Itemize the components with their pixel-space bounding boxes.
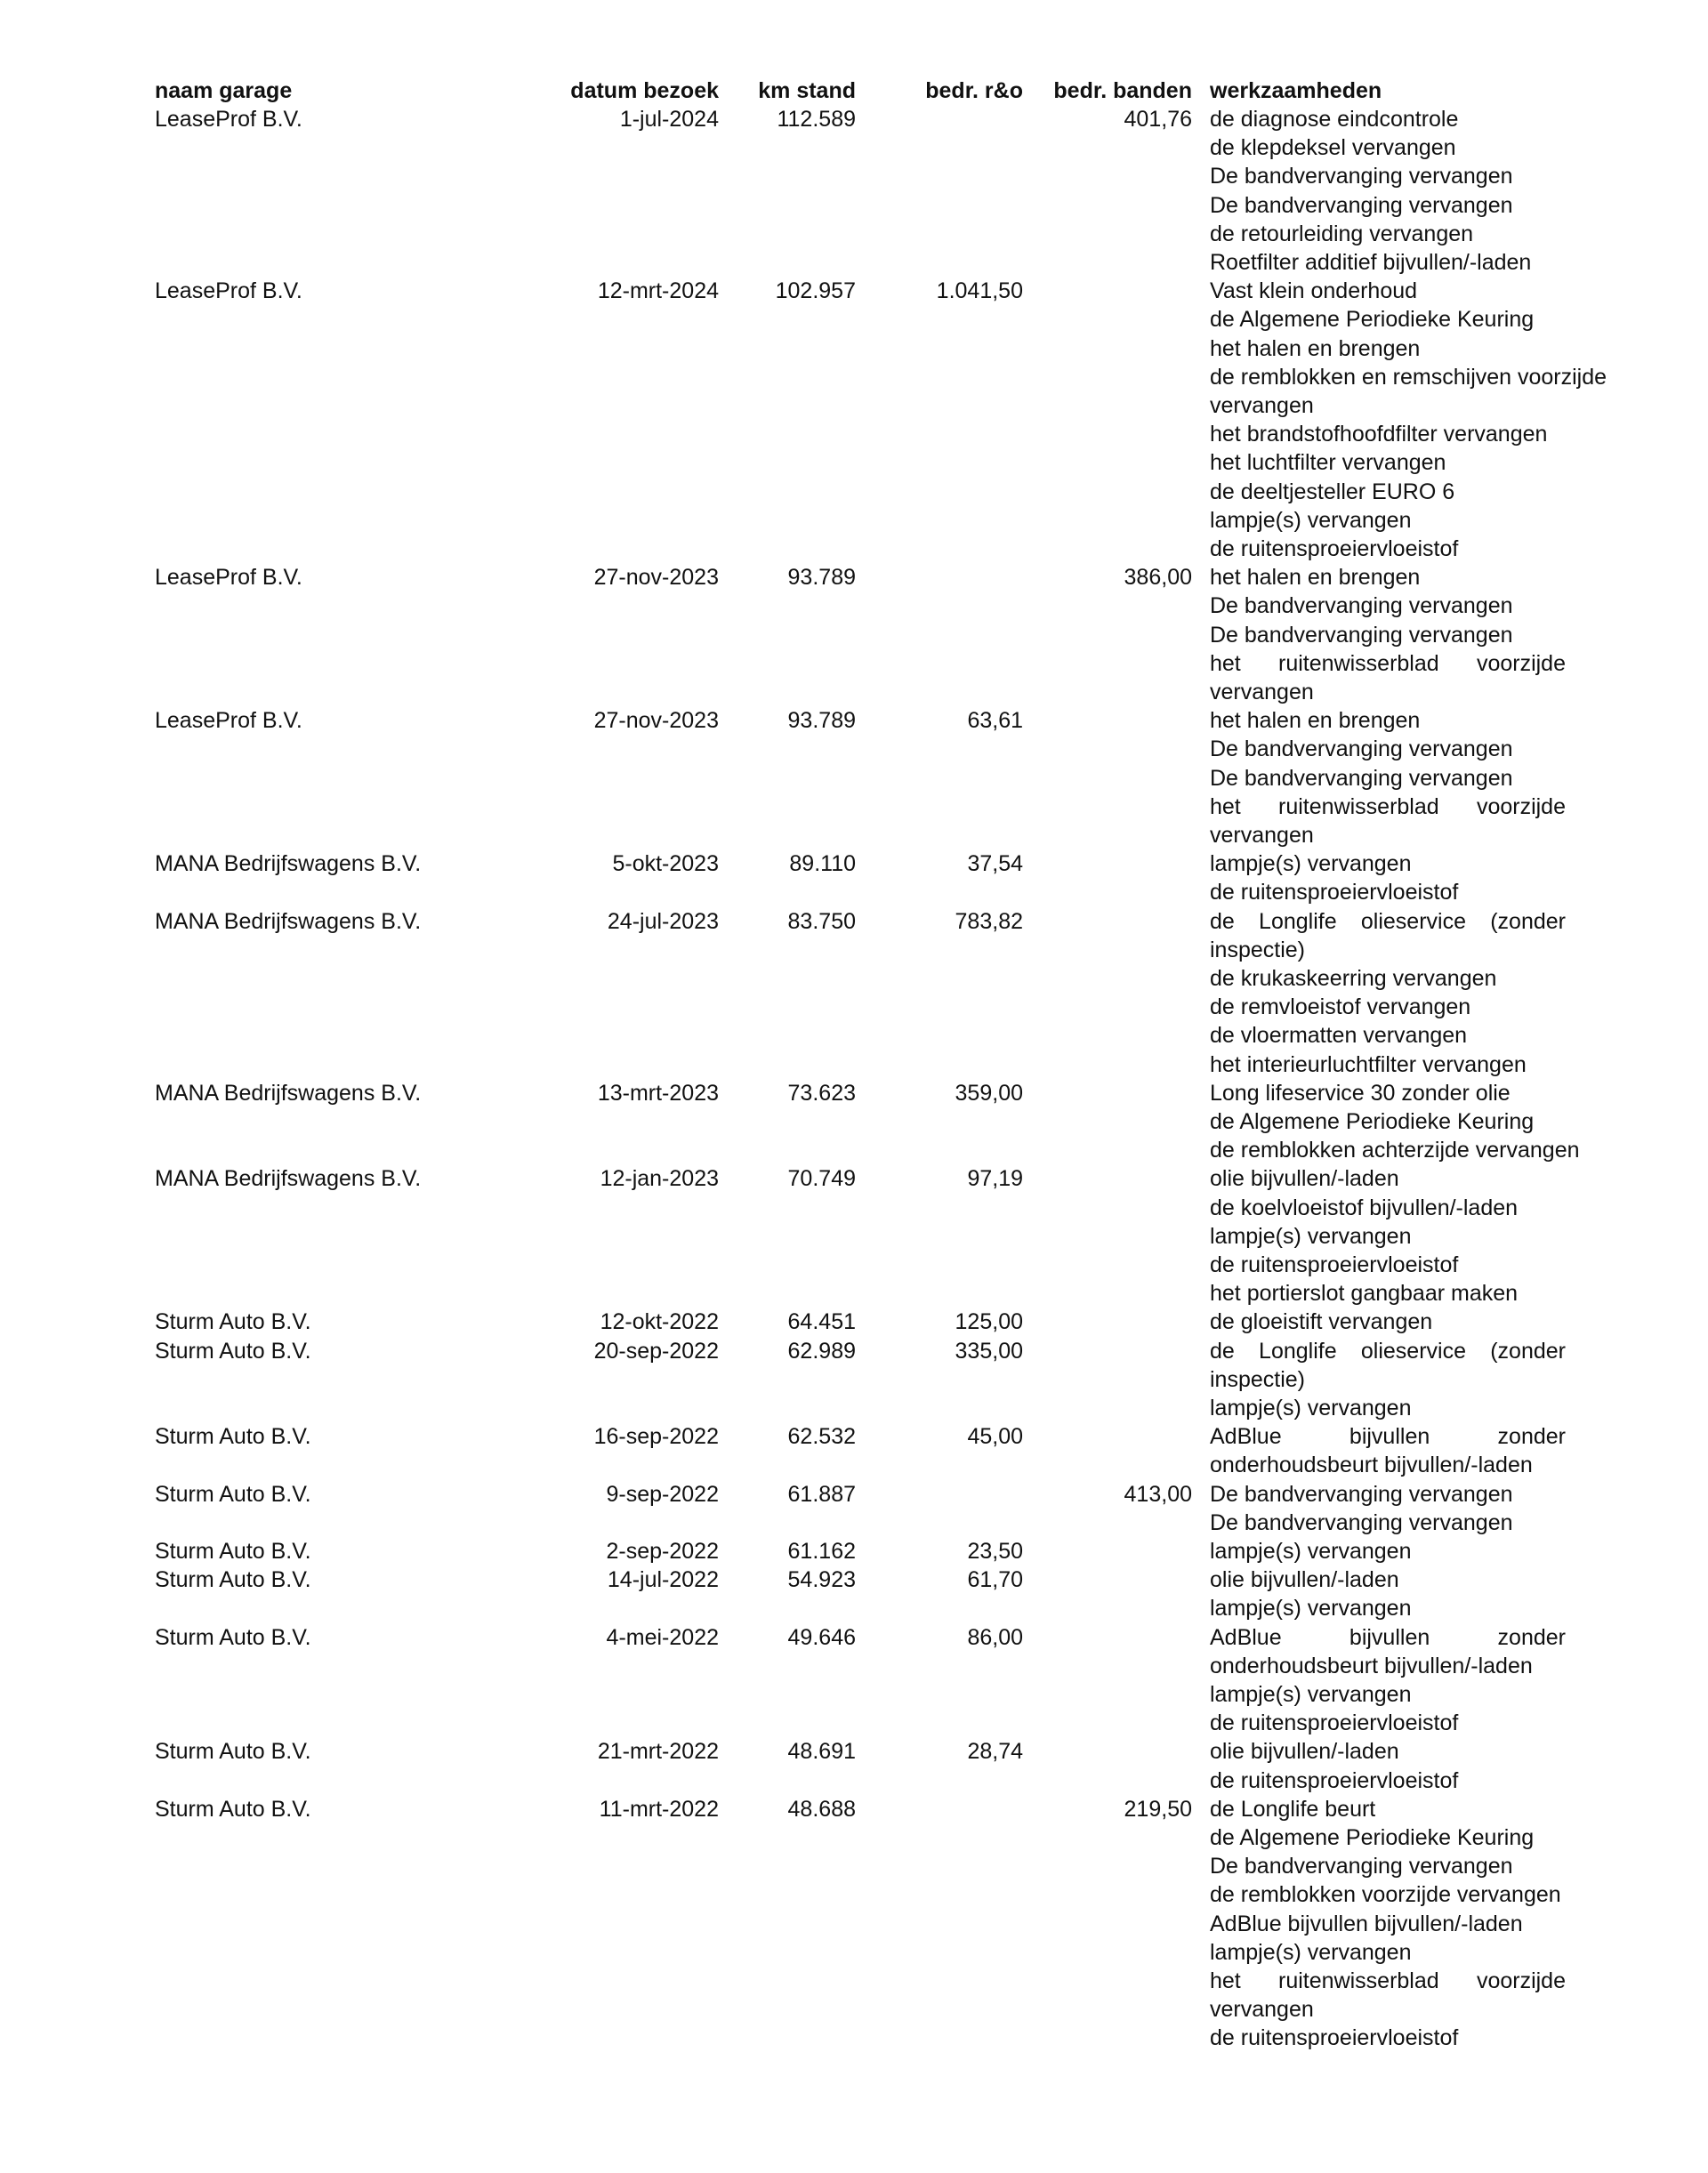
- work-item: de ruitensproeiervloeistof: [1210, 880, 1459, 905]
- header-garage: naam garage: [155, 78, 293, 103]
- visit-date: 27-nov-2023: [593, 708, 719, 734]
- work-item: de ruitensproeiervloeistof: [1210, 1251, 1459, 1277]
- visit-date: 24-jul-2023: [607, 908, 719, 934]
- visit-date: 14-jul-2022: [607, 1567, 719, 1593]
- odometer: 93.789: [787, 565, 856, 591]
- ro-amount: 63,61: [967, 708, 1023, 734]
- visit-date: 16-sep-2022: [593, 1424, 719, 1450]
- work-item: Roetfilter additief bijvullen/-laden: [1210, 249, 1532, 275]
- visit-date: 27-nov-2023: [593, 565, 719, 591]
- work-list: [1210, 1565, 1655, 1622]
- work-item: AdBlue bijvullen zonder: [1210, 1624, 1566, 1650]
- garage-name: LeaseProf B.V.: [155, 107, 302, 132]
- work-item: De bandvervanging vervangen: [1210, 765, 1513, 791]
- work-item: lampje(s) vervangen: [1210, 1596, 1412, 1622]
- work-item: olie bijvullen/-laden: [1210, 1567, 1399, 1593]
- work-item: olie bijvullen/-laden: [1210, 1166, 1399, 1192]
- work-list: [1210, 907, 1655, 1079]
- work-item: het ruitenwisserblad voorzijde: [1210, 1968, 1566, 1993]
- garage-name: MANA Bedrijfswagens B.V.: [155, 851, 422, 877]
- visit-date: 12-mrt-2024: [597, 278, 719, 304]
- odometer: 93.789: [787, 708, 856, 734]
- tyres-amount: 413,00: [1124, 1481, 1192, 1507]
- work-item: inspectie): [1210, 1366, 1305, 1392]
- garage-name: Sturm Auto B.V.: [155, 1624, 311, 1650]
- visit-date: 1-jul-2024: [619, 107, 719, 132]
- odometer: 54.923: [787, 1567, 856, 1593]
- work-item: de ruitensproeiervloeistof: [1210, 1767, 1459, 1793]
- work-item: lampje(s) vervangen: [1210, 1681, 1412, 1707]
- garage-name: Sturm Auto B.V.: [155, 1567, 311, 1593]
- garage-name: Sturm Auto B.V.: [155, 1539, 311, 1564]
- work-list: [1210, 1795, 1655, 2053]
- work-item: de ruitensproeiervloeistof: [1210, 2025, 1459, 2051]
- work-list: [1210, 1480, 1655, 1537]
- work-item: lampje(s) vervangen: [1210, 851, 1412, 877]
- garage-name: LeaseProf B.V.: [155, 565, 302, 591]
- garage-name: Sturm Auto B.V.: [155, 1739, 311, 1765]
- work-list: [1210, 1079, 1655, 1165]
- work-item: de koelvloeistof bijvullen/-laden: [1210, 1195, 1519, 1220]
- work-list: [1210, 1537, 1655, 1565]
- work-item: de vloermatten vervangen: [1210, 1023, 1468, 1049]
- odometer: 112.589: [777, 107, 856, 132]
- ro-amount: 1.041,50: [936, 278, 1023, 304]
- odometer: 64.451: [787, 1309, 856, 1335]
- work-item: lampje(s) vervangen: [1210, 1539, 1412, 1564]
- work-item: de retourleiding vervangen: [1210, 221, 1474, 246]
- odometer: 48.688: [787, 1796, 856, 1822]
- tyres-amount: 401,76: [1124, 107, 1192, 132]
- ro-amount: 335,00: [955, 1338, 1023, 1364]
- work-list: [1210, 1422, 1655, 1479]
- work-item: lampje(s) vervangen: [1210, 507, 1412, 533]
- work-list: [1210, 1737, 1655, 1794]
- work-item: AdBlue bijvullen bijvullen/-laden: [1210, 1911, 1523, 1936]
- work-item: vervangen: [1210, 679, 1314, 704]
- visit-date: 12-jan-2023: [600, 1166, 719, 1192]
- work-list: [1210, 1164, 1655, 1308]
- garage-name: Sturm Auto B.V.: [155, 1796, 311, 1822]
- visit-date: 5-okt-2023: [612, 851, 719, 877]
- work-item: De bandvervanging vervangen: [1210, 736, 1513, 762]
- ro-amount: 45,00: [967, 1424, 1023, 1450]
- work-list: [1210, 563, 1655, 706]
- work-item: de remblokken achterzijde vervangen: [1210, 1138, 1580, 1163]
- work-list: [1210, 1337, 1655, 1423]
- garage-name: Sturm Auto B.V.: [155, 1481, 311, 1507]
- header-tyres-amount: bedr. banden: [1053, 78, 1192, 103]
- garage-name: Sturm Auto B.V.: [155, 1338, 311, 1364]
- work-item: vervangen: [1210, 1997, 1314, 2023]
- work-item: Long lifeservice 30 zonder olie: [1210, 1080, 1511, 1106]
- odometer: 102.957: [775, 278, 856, 304]
- work-item: het ruitenwisserblad voorzijde: [1210, 650, 1566, 676]
- work-item: De bandvervanging vervangen: [1210, 1481, 1513, 1507]
- odometer: 73.623: [787, 1080, 856, 1106]
- work-item: onderhoudsbeurt bijvullen/-laden: [1210, 1653, 1533, 1678]
- ro-amount: 23,50: [967, 1539, 1023, 1564]
- work-item: de Longlife olieservice (zonder: [1210, 908, 1566, 934]
- visit-date: 13-mrt-2023: [597, 1080, 719, 1106]
- work-item: De bandvervanging vervangen: [1210, 1509, 1513, 1535]
- odometer: 89.110: [789, 851, 856, 877]
- work-item: lampje(s) vervangen: [1210, 1395, 1412, 1420]
- work-list: [1210, 706, 1655, 849]
- work-list: [1210, 277, 1655, 563]
- header-ro-amount: bedr. r&o: [925, 78, 1023, 103]
- visit-date: 11-mrt-2022: [599, 1796, 719, 1822]
- work-item: vervangen: [1210, 392, 1314, 418]
- garage-name: LeaseProf B.V.: [155, 278, 302, 304]
- work-item: Vast klein onderhoud: [1210, 278, 1418, 304]
- ro-amount: 86,00: [967, 1624, 1023, 1650]
- odometer: 83.750: [787, 908, 856, 934]
- work-list: [1210, 1308, 1655, 1336]
- garage-name: Sturm Auto B.V.: [155, 1309, 311, 1335]
- odometer: 61.887: [787, 1481, 856, 1507]
- work-item: De bandvervanging vervangen: [1210, 1854, 1513, 1879]
- work-item: de Longlife olieservice (zonder: [1210, 1338, 1566, 1364]
- header-date: datum bezoek: [570, 78, 719, 103]
- tyres-amount: 386,00: [1124, 565, 1192, 591]
- work-list: [1210, 105, 1655, 277]
- work-item: het halen en brengen: [1210, 565, 1421, 591]
- work-list: [1210, 849, 1655, 906]
- ro-amount: 37,54: [967, 851, 1023, 877]
- odometer: 49.646: [787, 1624, 856, 1650]
- ro-amount: 359,00: [955, 1080, 1023, 1106]
- work-list: [1210, 1623, 1655, 1738]
- work-item: het luchtfilter vervangen: [1210, 450, 1446, 476]
- work-item: de Longlife beurt: [1210, 1796, 1376, 1822]
- work-item: het interieurluchtfilter vervangen: [1210, 1051, 1527, 1077]
- work-item: de remblokken en remschijven voorzijde: [1210, 364, 1607, 390]
- ro-amount: 125,00: [955, 1309, 1023, 1335]
- garage-name: Sturm Auto B.V.: [155, 1424, 311, 1450]
- work-item: de gloeistift vervangen: [1210, 1309, 1433, 1335]
- odometer: 62.532: [787, 1424, 856, 1450]
- work-item: de klepdeksel vervangen: [1210, 135, 1456, 161]
- garage-name: LeaseProf B.V.: [155, 708, 302, 734]
- visit-date: 20-sep-2022: [593, 1338, 719, 1364]
- work-item: lampje(s) vervangen: [1210, 1223, 1412, 1249]
- work-item: de remvloeistof vervangen: [1210, 994, 1471, 1020]
- work-item: De bandvervanging vervangen: [1210, 192, 1513, 218]
- work-item: het brandstofhoofdfilter vervangen: [1210, 422, 1548, 447]
- work-item: inspectie): [1210, 937, 1305, 962]
- odometer: 48.691: [787, 1739, 856, 1765]
- work-item: de krukaskeerring vervangen: [1210, 965, 1497, 991]
- ro-amount: 97,19: [967, 1166, 1023, 1192]
- work-item: het ruitenwisserblad voorzijde: [1210, 793, 1566, 819]
- work-item: de Algemene Periodieke Keuring: [1210, 1108, 1535, 1134]
- work-item: de ruitensproeiervloeistof: [1210, 535, 1459, 561]
- work-item: onderhoudsbeurt bijvullen/-laden: [1210, 1453, 1533, 1478]
- work-item: de Algemene Periodieke Keuring: [1210, 307, 1535, 333]
- odometer: 70.749: [787, 1166, 856, 1192]
- visit-date: 21-mrt-2022: [597, 1739, 719, 1765]
- ro-amount: 28,74: [967, 1739, 1023, 1765]
- work-item: de Algemene Periodieke Keuring: [1210, 1824, 1535, 1850]
- work-item: De bandvervanging vervangen: [1210, 164, 1513, 189]
- visit-date: 12-okt-2022: [600, 1309, 719, 1335]
- ro-amount: 61,70: [967, 1567, 1023, 1593]
- header-work: werkzaamheden: [1210, 78, 1382, 103]
- garage-name: MANA Bedrijfswagens B.V.: [155, 1080, 422, 1106]
- header-km: km stand: [758, 78, 856, 103]
- work-item: lampje(s) vervangen: [1210, 1939, 1412, 1965]
- odometer: 61.162: [787, 1539, 856, 1564]
- work-item: vervangen: [1210, 822, 1314, 848]
- visit-date: 2-sep-2022: [606, 1539, 719, 1564]
- odometer: 62.989: [787, 1338, 856, 1364]
- tyres-amount: 219,50: [1124, 1796, 1192, 1822]
- work-item: De bandvervanging vervangen: [1210, 593, 1513, 619]
- work-item: AdBlue bijvullen zonder: [1210, 1424, 1566, 1450]
- work-item: olie bijvullen/-laden: [1210, 1739, 1399, 1765]
- visit-date: 9-sep-2022: [606, 1481, 719, 1507]
- work-item: De bandvervanging vervangen: [1210, 622, 1513, 648]
- work-item: de deeltjesteller EURO 6: [1210, 479, 1455, 504]
- work-item: de remblokken voorzijde vervangen: [1210, 1882, 1561, 1908]
- visit-date: 4-mei-2022: [606, 1624, 719, 1650]
- work-item: het portierslot gangbaar maken: [1210, 1281, 1519, 1307]
- ro-amount: 783,82: [955, 908, 1023, 934]
- garage-name: MANA Bedrijfswagens B.V.: [155, 1166, 422, 1192]
- work-item: het halen en brengen: [1210, 708, 1421, 734]
- work-item: het halen en brengen: [1210, 335, 1421, 361]
- garage-name: MANA Bedrijfswagens B.V.: [155, 908, 422, 934]
- work-item: de ruitensproeiervloeistof: [1210, 1710, 1459, 1736]
- work-item: de diagnose eindcontrole: [1210, 107, 1459, 132]
